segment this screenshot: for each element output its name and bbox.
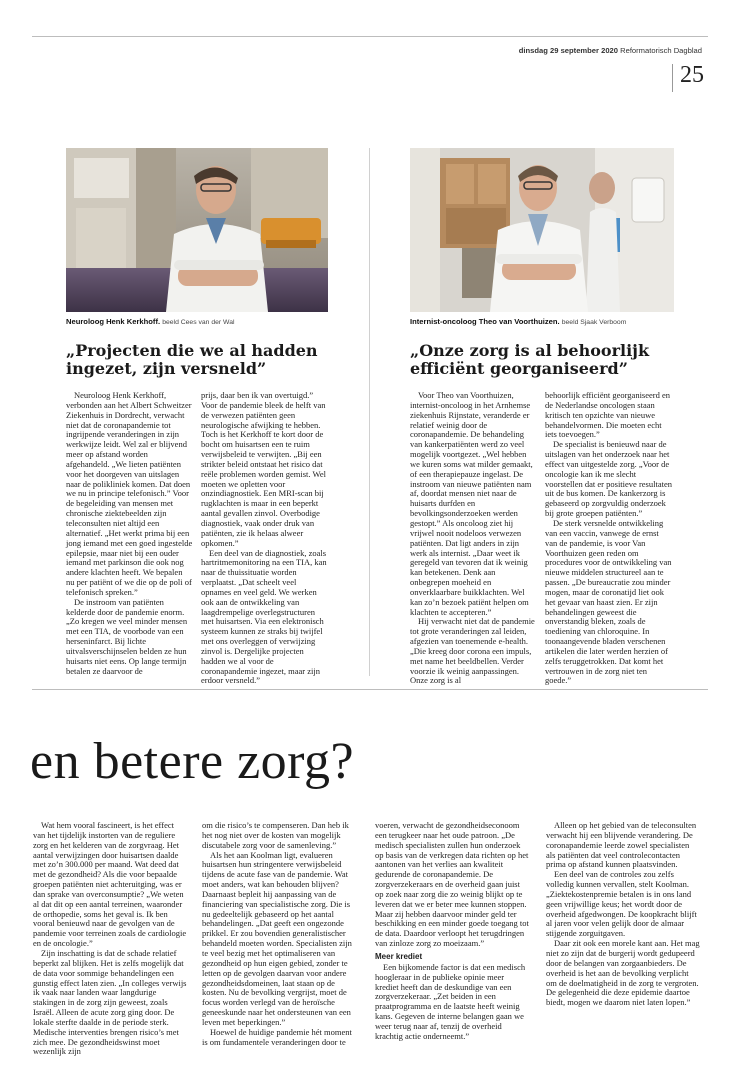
paragraph: Zijn inschatting is dat de schade relatief beperkt zal blijken. Het is zelfs mogelijk dat de data voor sommige behandelingen een gunstig effect laten zien. „In colleges verwijs ik vaak naar landen waar langdurige stakingen in de zorg zijn geweest, zoals Israël. Alleen de acute zorg ging door. De lokale sterfte daalde in de periode sterk. Medische interventies brengen risico’s met zich mee. De gezondheidswinst moet wezenlijk zijn [33,947,187,1057]
main-article-col2 [202,821,356,1047]
article-separator [369,148,370,676]
paragraph: Een bijkomende factor is dat een medisch hoogleraar in de publieke opinie meer krediet heeft dan de deskundige van een zorgverzekeraar. „Zet beiden in een praatprogramma en de laatste heeft weinig kans. Gegeven de interne belangen gaan we weer terug naar af, tenzij de overheid krachtig actie onderneemt.” [375,961,526,1041]
left-article-col2 [201,391,328,686]
paragraph: De instroom van patiënten kelderde door de pandemie enorm. „Zo kregen we veel minder mensen met een TIA, de voorbode van een herseninfarct. Bij lichte uitvalsverschijnselen belden ze hun huisarts niet eens. Op lange termijn betalen ze daarvoor de [66,596,188,676]
top-rule [32,36,708,37]
paragraph: Alleen op het gebied van de teleconsulten verwacht hij een blijvende verandering. De coronapandemie leerde zowel specialisten als patiënten dat veel controlecontacten prima op afstand kunnen plaatsvinden. [546,820,697,870]
page-number-separator [672,64,673,92]
running-head-date: dinsdag 29 september 2020 [518,46,618,55]
paragraph: Als het aan Koolman ligt, evalueren huisartsen hun stringentere verwijsbeleid tijdens de acute fase van de pandemie. Wat moet anders, wat kan behouden blijven? Daarnaast bepleit hij aanpassing van de financiering van specialistische zorg. Die is nu gedeeltelijk gebaseerd op het aantal behandelingen. „Dat geeft een ongezonde prikkel. Er zou bovendien generalistischer behandeld moeten worden. Specialisten zijn te veel bezig met het optimaliseren van gezondheid op hun eigen gebied, zonder te letten op de gevolgen daarvan voor andere gezondheidsdomeinen, laat staan op de kosten. Nu de bevolking vergrijst, moet de focus worden verlegd van de heroïsche geneeskunde naar het ondersteunen van een leven met beperkingen.” [202,849,352,1027]
caption-left-text: Neuroloog Henk Kerkhoff. [66,317,161,326]
paragraph: Daar zit ook een morele kant aan. Het mag niet zo zijn dat de burgerij wordt gedupeerd door de belangen van zorgaanbieders. De overheid is het aan de bevolking verplicht om de doelmatigheid in de zorg te vergroten. De gelegenheid die deze epidemie daartoe biedt, mogen we daarom niet laten lopen.” [546,938,700,1008]
caption-left-credit: beeld Cees van der Wal [162,319,235,326]
paragraph: om die risico’s te compenseren. Dan heb ik het nog niet over de kosten van mogelijk discutabele zorg voor de samenleving.” [202,820,349,850]
paragraph: Een deel van de controles zou zelfs volledig kunnen vervallen, stelt Koolman. „Ziektekostenpremie betalen is in ons land geen vrijwillige keus; het wordt door de overheid afgedwongen. De koopkracht blijft al jaren voor velen gelijk door de almaar stijgende zorguitgaven. [546,869,697,939]
subhead: Meer krediet [375,951,423,961]
main-article-col3 [375,821,529,1042]
running-head [519,46,702,55]
headline-left: „Projecten die we al hadden ingezet, zijn versneld” [66,341,318,378]
main-article-col1 [33,821,187,1057]
page-number: 25 [680,62,704,88]
paragraph: Een deel van de diagnostiek, zoals hartritmemonitoring na een TIA, kan naar de thuissituatie worden verplaatst. „Dat scheelt veel opnames en veel geld. We werken ook aan de ontwikkeling van laagdrempelige overlegstructuren met huisartsen. Via een elektronisch systeem kunnen ze straks bij twijfel met ons overleggen of verwijzing zinvol is. Dergelijke projecten hadden we al voor de coronapandemie ingezet, maar zijn erdoor versneld.” [201,547,327,686]
main-article-col4 [546,821,700,1008]
middle-rule [32,689,708,690]
photo-neuroloog-illustration [66,148,328,312]
paragraph: behoorlijk efficiënt georganiseerd en de Nederlandse oncologen staan kritisch ten opzichte van nieuwe behandelvormen. Die moeten echt iets toevoegen.” [545,390,671,440]
headline-right: „Onze zorg is al behoorlijk efficiënt georganiseerd” [410,341,650,378]
paragraph: voeren, verwacht de gezondheidseconoom een terugkeer naar het oude patroon. „De medisch specialisten zullen hun onderzoek op basis van de verkregen data richten op het aantonen van het verlies aan kwaliteit gedurende de coronapandemie. De zorgverzekeraars en de overheid gaan juist op zoek naar zorg die zo weinig blijkt op te leveren dat we er beter mee kunnen stoppen. Maar zij hebben daarvoor minder geld ter beschikking en een minder goede toegang tot de data. Daardoor verloopt het terugdringen van zinloze zorg zo moeizaam.” [375,820,529,949]
caption-right-credit: beeld Sjaak Verboom [561,319,627,326]
paragraph: Hij verwacht niet dat de pandemie tot grote veranderingen zal leiden, afgezien van toenemende e-health. „Die kreeg door corona een impuls, met name het beeldbellen. Verder voorzie ik weinig aanpassingen. Onze zorg is al [410,616,535,686]
paragraph: Neuroloog Henk Kerkhoff, verbonden aan het Albert Schweitzer Ziekenhuis in Dordrecht, verwacht niet dat de coronapandemie tot ingrijpende veranderingen in zijn werkwijze leidt. Wel zal er blijvend meer op afstand worden afgehandeld. „We lieten patiënten voor het doorgeven van uitslagen naar de polikliniek komen. Dat doen we nu in principe telefonisch.” Voor de begeleiding van mensen met chronische ziektebeelden zijn teleconsulten niet altijd een alternatief. „Het werkt prima bij een jong iemand met een goed ingestelde epilepsie, maar niet bij een ouder iemand met parkinson die ook nog andere klachten heeft. We bepalen nu per patiënt of we die op de poli of telefonisch spreken.” [66,390,193,597]
paragraph: Voor Theo van Voorthuizen, internist-oncoloog in het Arnhemse ziekenhuis Rijnstate, veranderde er relatief weinig door de coronapandemie. De behandeling van kankerpatiënten werd zo veel mogelijk voortgezet. „Wel hebben we kuren soms wat milder gemaakt, of een therapiepauze ingelast. De instroom van nieuwe patiënten nam af, doordat mensen niet naar de huisarts durfden en bevolkingsonderzoeken werden gestopt.” Als oncoloog ziet hij vrijwel nooit nodeloos verwezen patiënten. Dat ligt anders in zijn werk als internist. „Daar weet ik geregeld van tevoren dat ik weinig kan betekenen. Denk aan onbegrepen moeheid en onverklaarbare buikklachten. Wel kan zo’n bezoek patiënt helpen om klachten te accepteren.” [410,390,533,617]
paragraph: prijs, daar ben ik van overtuigd.” Voor de pandemie bleek de helft van de verwezen patiënten geen neurologische afwijking te hebben. Toch is het Kerkhoff te kort door de bocht om huisartsen een te ruim verwijsbeleid te verwijten. „Bij een strikter beleid ontstaat het risico dat reële problemen worden gemist. Wel moeten we opletten voor onzindiagnostiek. Een MRI-scan bij rugklachten is maar in een beperkt aantal gevallen zinvol. Overbodige diagnostiek, vaak onder druk van patiënten, zie ik helaas alweer opkomen.” [201,390,326,548]
photo-caption-right [410,317,626,326]
left-article-col1 [66,391,193,676]
paragraph: Hoewel de huidige pandemie hét moment is om fundamentele veranderingen door te [202,1026,352,1047]
right-article-col2 [545,391,672,686]
running-head-publication: Reformatorisch Dagblad [620,46,702,55]
paragraph: Wat hem vooral fascineert, is het effect van het tijdelijk instorten van de reguliere zorg en het kelderen van de zorgvraag. Het aantal verwijzingen door huisartsen daalde met zo’n 300.000 per maand. Wat deed dat met de gezondheid? Als die voor bepaalde groepen patiënten niet achteruitging, was er dan sprake van overconsumptie? „We weten al dat dit op een aantal terreinen, waaronder de orthopedie, soms het geval is. Ik ben vooral benieuwd naar de gevolgen van de pandemie voor terreinen zoals de cardiologie en de oncologie.” [33,820,187,949]
paragraph: De specialist is benieuwd naar de uitslagen van het onderzoek naar het effect van uitgestelde zorg. „Voor de oncologie kan ik me slecht voorstellen dat er positieve resultaten uit de bus komen. De kankerzorg is gebaseerd op zorgvuldig onderzoek bij grote groepen patiënten.” [545,439,672,519]
caption-right-text: Internist-oncoloog Theo van Voorthuizen. [410,317,560,326]
right-article-col1 [410,391,537,686]
photo-oncoloog [410,148,674,312]
photo-caption-left [66,317,235,326]
paragraph: De sterk versnelde ontwikkeling van een vaccin, vanwege de ernst van de pandemie, is voor Van Voorthuizen geen reden om procedures voor de ontwikkeling van nieuwe middelen structureel aan te passen. „De bureaucratie zou minder mogen, maar de coronatijd liet ook het gevaar van haast zien. Er zijn behandelingen geweest die onverstandig bleken, zoals de toediening van chloroquine. In toonaangevende bladen verschenen artikelen die later werden herzien of zelfs teruggetrokken. Dat komt het vertrouwen in de zorg niet ten goede.” [545,517,672,686]
photo-oncoloog-illustration [410,148,674,312]
main-title: en betere zorg? [30,733,355,790]
photo-neuroloog [66,148,328,312]
